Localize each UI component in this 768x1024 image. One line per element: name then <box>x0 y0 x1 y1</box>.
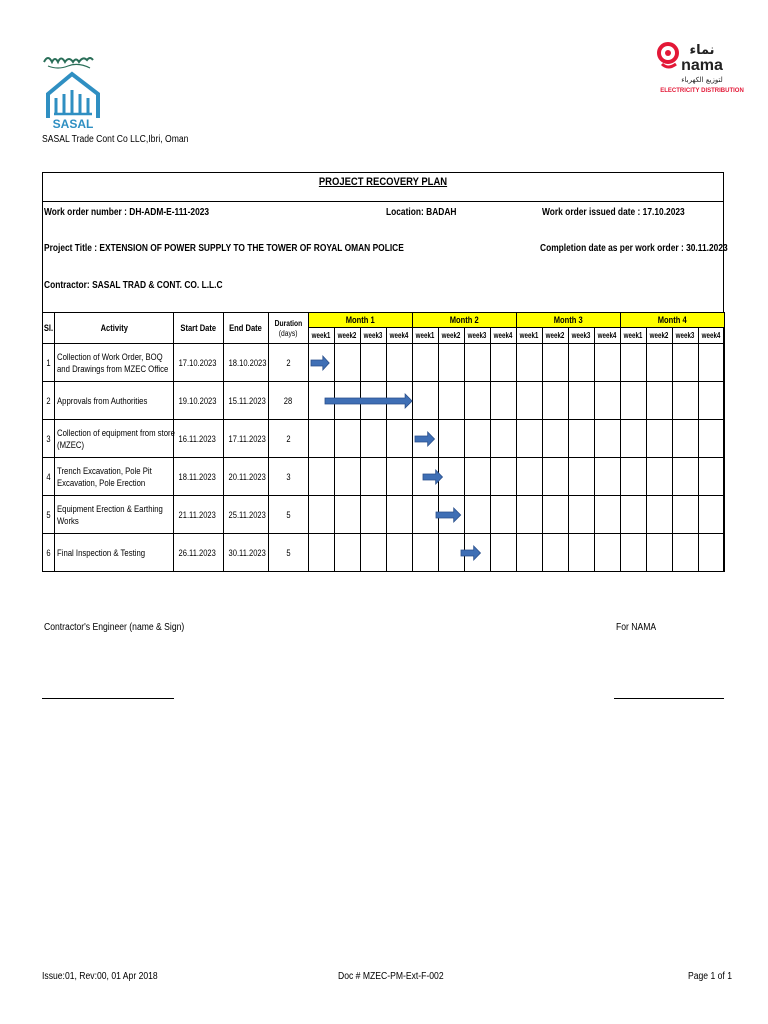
row-sl: 6 <box>43 534 55 572</box>
week-cell <box>491 534 517 572</box>
week-cell <box>491 344 517 382</box>
row-sl: 5 <box>43 496 55 534</box>
week-cell <box>595 420 621 458</box>
nama-logo-text: nama <box>681 57 723 74</box>
row-duration: 2 <box>269 344 309 382</box>
week-header: week4 <box>595 328 621 344</box>
row-start-date: 17.10.2023 <box>174 344 224 382</box>
week-cell <box>699 382 725 420</box>
month-header: Month 2 <box>413 313 517 328</box>
week-cell <box>439 344 465 382</box>
nama-signature-line <box>614 698 724 699</box>
week-cell <box>673 344 699 382</box>
week-cell <box>439 382 465 420</box>
week-cell <box>647 344 673 382</box>
week-cell <box>699 534 725 572</box>
row-end-date: 15.11.2023 <box>224 382 269 420</box>
week-cell <box>647 458 673 496</box>
table-row <box>43 382 725 420</box>
week-cell <box>621 344 647 382</box>
week-cell <box>569 420 595 458</box>
location: Location: BADAH <box>386 207 457 218</box>
week-cell <box>439 534 465 572</box>
row-sl: 4 <box>43 458 55 496</box>
work-order-number: Work order number : DH-ADM-E-111-2023 <box>44 207 210 218</box>
week-cell <box>465 458 491 496</box>
week-header: week1 <box>309 328 335 344</box>
week-cell <box>621 382 647 420</box>
week-cell <box>335 534 361 572</box>
week-cell <box>335 458 361 496</box>
week-cell <box>413 458 439 496</box>
contractor-engineer-signature-label: Contractor's Engineer (name & Sign) <box>44 622 185 633</box>
sasal-logo <box>40 48 110 130</box>
week-cell <box>465 344 491 382</box>
week-cell <box>595 458 621 496</box>
table-row <box>43 534 725 572</box>
week-cell <box>569 534 595 572</box>
table-row <box>43 496 725 534</box>
week-cell <box>595 534 621 572</box>
week-cell <box>699 420 725 458</box>
week-cell <box>491 496 517 534</box>
title-divider <box>42 201 724 202</box>
row-activity: Trench Excavation, Pole Pit Excavation, Pole Erection <box>55 458 174 496</box>
week-header: week4 <box>699 328 725 344</box>
row-end-date: 20.11.2023 <box>224 458 269 496</box>
week-cell <box>647 496 673 534</box>
week-cell <box>517 382 543 420</box>
week-cell <box>335 496 361 534</box>
week-header: week1 <box>517 328 543 344</box>
nama-logo <box>654 40 744 98</box>
week-cell <box>699 458 725 496</box>
week-cell <box>413 382 439 420</box>
week-cell <box>309 420 335 458</box>
week-cell <box>465 496 491 534</box>
week-header: week3 <box>673 328 699 344</box>
week-header: week4 <box>387 328 413 344</box>
row-duration: 5 <box>269 496 309 534</box>
week-cell <box>387 420 413 458</box>
header-sl: Sl. <box>43 313 55 344</box>
week-header: week4 <box>491 328 517 344</box>
row-activity: Collection of equipment from store (MZEC) <box>55 420 174 458</box>
week-header: week2 <box>439 328 465 344</box>
week-header: week2 <box>647 328 673 344</box>
week-header: week1 <box>621 328 647 344</box>
week-header: week2 <box>335 328 361 344</box>
week-header: week3 <box>465 328 491 344</box>
week-cell <box>595 344 621 382</box>
company-name: SASAL Trade Cont Co LLC,Ibri, Oman <box>42 134 189 145</box>
week-cell <box>465 420 491 458</box>
week-cell <box>439 420 465 458</box>
week-cell <box>465 534 491 572</box>
week-cell <box>621 420 647 458</box>
week-cell <box>621 534 647 572</box>
week-cell <box>491 458 517 496</box>
week-cell <box>517 496 543 534</box>
footer-doc-number: Doc # MZEC-PM-Ext-F-002 <box>338 971 444 982</box>
week-cell <box>673 420 699 458</box>
gantt-table <box>42 312 725 572</box>
week-cell <box>543 496 569 534</box>
week-cell <box>569 382 595 420</box>
week-cell <box>335 420 361 458</box>
row-activity: Final Inspection & Testing <box>55 534 174 572</box>
row-activity: Collection of Work Order, BOQ and Drawings from MZEC Office <box>55 344 174 382</box>
week-cell <box>387 382 413 420</box>
row-start-date: 19.10.2023 <box>174 382 224 420</box>
week-cell <box>361 382 387 420</box>
week-cell <box>361 458 387 496</box>
week-cell <box>387 534 413 572</box>
completion-date: Completion date as per work order : 30.11.2023 <box>540 243 728 254</box>
row-sl: 1 <box>43 344 55 382</box>
week-cell <box>517 420 543 458</box>
week-cell <box>595 382 621 420</box>
week-cell <box>361 534 387 572</box>
row-duration: 3 <box>269 458 309 496</box>
week-cell <box>647 534 673 572</box>
week-cell <box>543 344 569 382</box>
footer-issue: Issue:01, Rev:00, 01 Apr 2018 <box>42 971 158 982</box>
nama-arabic-text: نماء <box>689 43 715 58</box>
week-cell <box>335 382 361 420</box>
week-cell <box>387 344 413 382</box>
row-end-date: 30.11.2023 <box>224 534 269 572</box>
week-cell <box>517 344 543 382</box>
week-cell <box>413 534 439 572</box>
week-cell <box>517 534 543 572</box>
contractor: Contractor: SASAL TRAD & CONT. CO. L.L.C <box>44 280 223 291</box>
row-start-date: 16.11.2023 <box>174 420 224 458</box>
week-cell <box>387 458 413 496</box>
week-cell <box>543 458 569 496</box>
week-cell <box>491 420 517 458</box>
week-cell <box>309 534 335 572</box>
week-cell <box>673 458 699 496</box>
week-cell <box>465 382 491 420</box>
week-cell <box>413 344 439 382</box>
week-header: week1 <box>413 328 439 344</box>
week-cell <box>543 534 569 572</box>
plan-title: PROJECT RECOVERY PLAN <box>318 176 448 188</box>
week-cell <box>413 496 439 534</box>
footer-page: Page 1 of 1 <box>688 971 732 982</box>
month-header: Month 1 <box>309 313 413 328</box>
week-cell <box>309 458 335 496</box>
week-cell <box>621 458 647 496</box>
week-cell <box>673 496 699 534</box>
week-cell <box>439 458 465 496</box>
row-end-date: 18.10.2023 <box>224 344 269 382</box>
nama-subtitle: ELECTRICITY DISTRIBUTION <box>660 88 744 94</box>
sasal-logo-text: SASAL <box>52 117 94 131</box>
nama-signature-label: For NAMA <box>616 622 657 633</box>
row-start-date: 18.11.2023 <box>174 458 224 496</box>
week-cell <box>699 344 725 382</box>
week-cell <box>621 496 647 534</box>
week-cell <box>361 496 387 534</box>
week-cell <box>569 344 595 382</box>
month-header: Month 3 <box>517 313 621 328</box>
row-duration: 28 <box>269 382 309 420</box>
gantt-body <box>43 344 725 572</box>
row-sl: 3 <box>43 420 55 458</box>
week-cell <box>699 496 725 534</box>
contractor-signature-line <box>42 698 174 699</box>
week-cell <box>309 382 335 420</box>
row-sl: 2 <box>43 382 55 420</box>
week-cell <box>309 344 335 382</box>
row-activity: Equipment Erection & Earthing Works <box>55 496 174 534</box>
work-order-issued-date: Work order issued date : 17.10.2023 <box>542 207 685 218</box>
week-cell <box>361 344 387 382</box>
week-header: week3 <box>361 328 387 344</box>
table-row <box>43 458 725 496</box>
nama-arabic-subtitle: لتوزيع الكهرباء <box>681 76 723 84</box>
timeline-arrow <box>311 356 329 370</box>
week-cell <box>309 496 335 534</box>
week-cell <box>439 496 465 534</box>
header-start-date: Start Date <box>174 313 224 344</box>
week-cell <box>413 420 439 458</box>
row-activity: Approvals from Authorities <box>55 382 174 420</box>
week-cell <box>387 496 413 534</box>
week-cell <box>517 458 543 496</box>
row-duration: 2 <box>269 420 309 458</box>
header-activity: Activity <box>55 313 174 344</box>
week-cell <box>673 382 699 420</box>
row-end-date: 25.11.2023 <box>224 496 269 534</box>
row-start-date: 26.11.2023 <box>174 534 224 572</box>
week-cell <box>569 458 595 496</box>
week-cell <box>543 420 569 458</box>
week-cell <box>543 382 569 420</box>
week-header: week2 <box>543 328 569 344</box>
week-cell <box>595 496 621 534</box>
week-cell <box>361 420 387 458</box>
week-cell <box>647 382 673 420</box>
project-title: Project Title : EXTENSION OF POWER SUPPLY TO THE TOWER OF ROYAL OMAN POLICE <box>44 243 404 254</box>
row-end-date: 17.11.2023 <box>224 420 269 458</box>
month-header: Month 4 <box>621 313 725 328</box>
week-cell <box>673 534 699 572</box>
header-end-date: End Date <box>224 313 269 344</box>
week-cell <box>491 382 517 420</box>
week-cell <box>647 420 673 458</box>
table-row <box>43 420 725 458</box>
week-cell <box>335 344 361 382</box>
header-duration: Duration (days) <box>269 313 309 344</box>
row-duration: 5 <box>269 534 309 572</box>
row-start-date: 21.11.2023 <box>174 496 224 534</box>
table-row <box>43 344 725 382</box>
week-cell <box>569 496 595 534</box>
week-header: week3 <box>569 328 595 344</box>
